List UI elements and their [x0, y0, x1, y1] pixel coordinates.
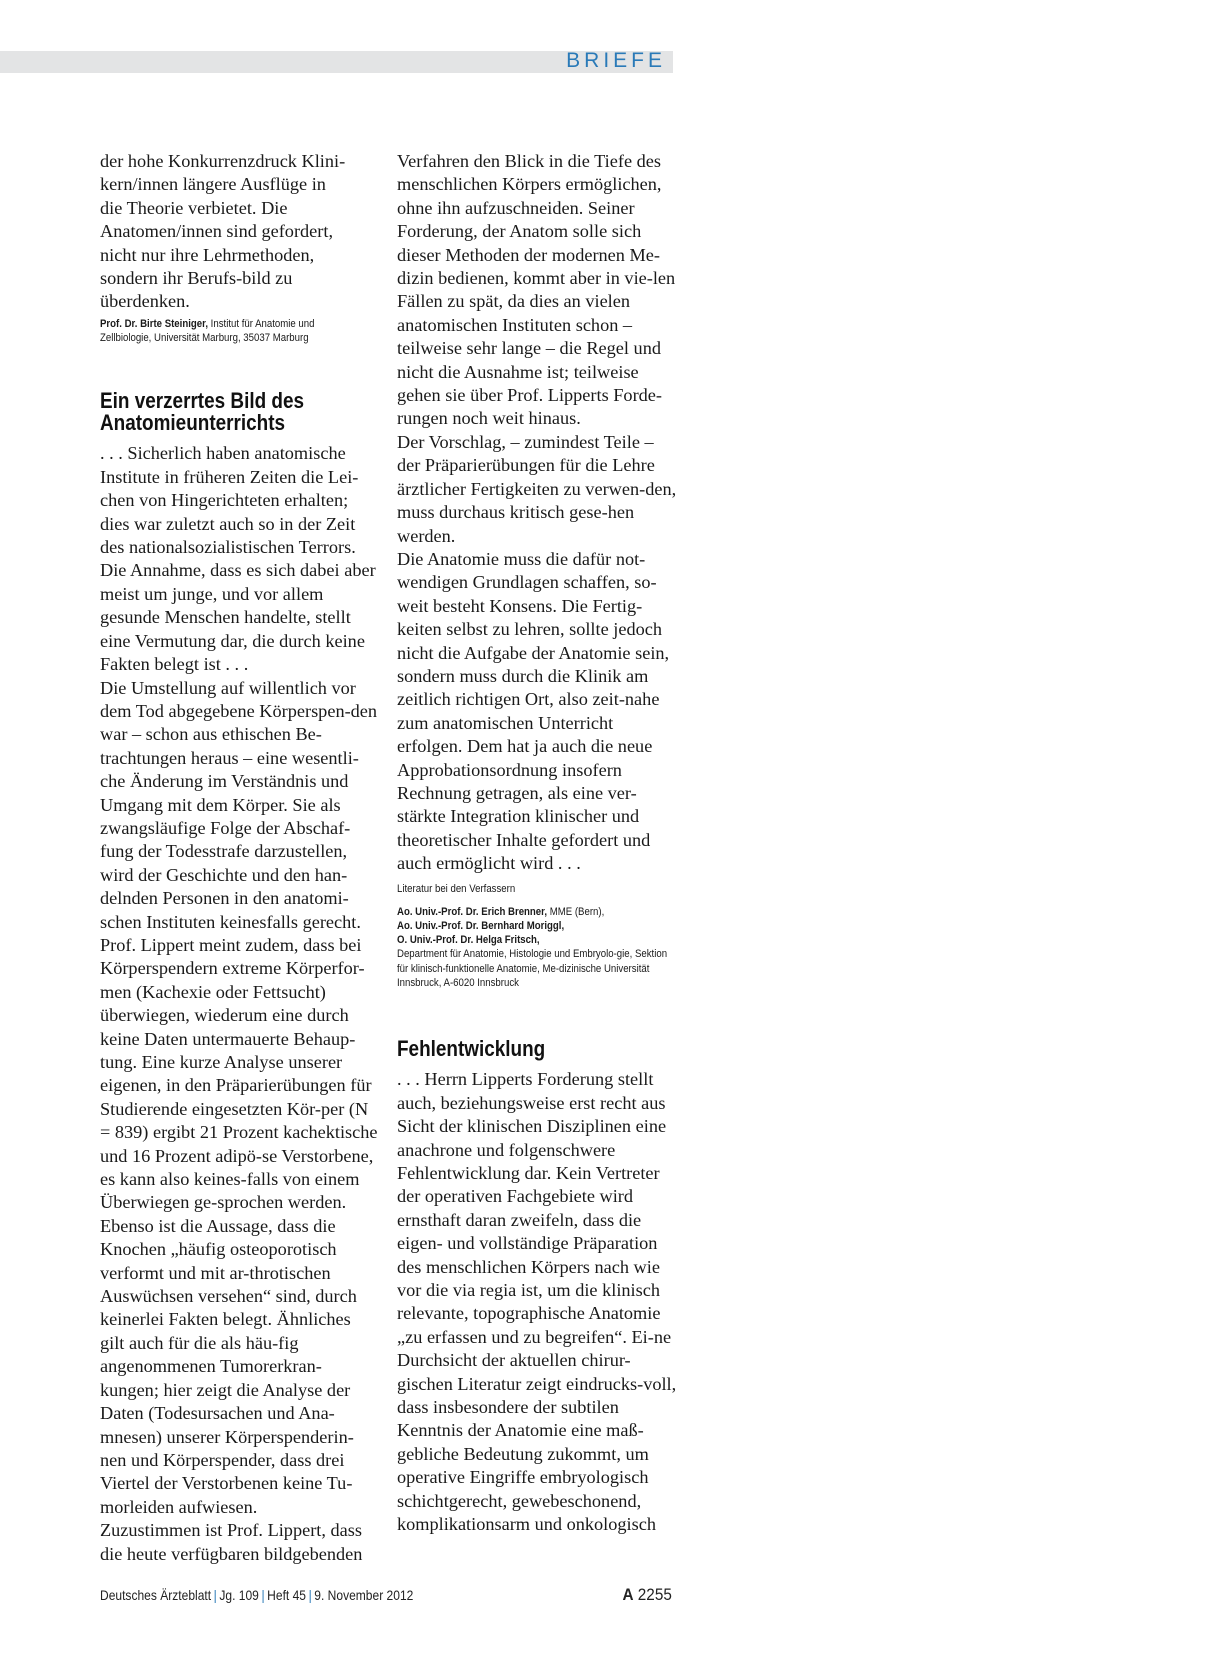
page-footer: [100, 1585, 674, 1607]
journal-name: Deutsches Ärzteblatt: [100, 1587, 212, 1603]
paragraph: . . . Herrn Lipperts Forderung stellt auch, beziehungsweise erst recht aus Sicht der klinischen Disziplinen eine anachrone und folgenschwere Fehlentwicklung dar. Kein Vertreter der operativen Fachgebiete wird ernsthaft daran zweifeln, dass die eigen- und vollständige Präparation des menschlichen Körpers nach wie vor die via regia ist, um die klinisch relevante, topographische Anatomie „zu erfassen und zu begreifen“. Ei-ne Durchsicht der aktuellen chirur-gischen Literatur zeigt eindrucks-voll, dass insbesondere der subtilen Kenntnis der Anatomie eine maß-gebliche Bedeutung zukommt, um operative Eingriffe embryologisch schichtgerecht, gewebeschonend, komplikationsarm und onkologisch: [397, 1069, 677, 1535]
paragraph: Die Anatomie muss die dafür not-wendigen Grundlagen schaffen, so-weit besteht Konsens. Die Fertig-keiten selbst zu lehren, sollte jedoch nicht die Aufgabe der Anatomie sein, sondern muss durch die Klinik am zeitlich richtigen Ort, also zeit-nahe zum anatomischen Unterricht erfolgen. Dem hat ja auch die neue Approbationsordnung insofern Rechnung getragen, als eine ver-stärkte Integration klinischer und theoretischer Inhalte gefordert und auch ermöglicht wird . . .: [397, 548, 670, 874]
page-prefix: A: [622, 1585, 634, 1604]
paragraph: Die Umstellung auf willentlich vor dem Tod abgegebene Körperspen-den war – schon aus ethischen Be-trachtungen heraus – eine wesentli-che Änderung im Verständnis und Umgang mit dem Körper. Sie als zwangsläufige Folge der Abschaf-fung der Todesstrafe darzustellen, wird der Geschichte und den han-delnden Personen in den anatomi-schen Instituten keinesfalls gerecht. Prof. Lippert meint zudem, dass bei Körperspendern extreme Körperfor-men (Kachexie oder Fettsucht) überwiegen, wiederum eine durch keine Daten untermauerte Behaup-tung. Eine kurze Analyse unserer eigenen, in den Präparierübungen für Studierende eingesetzten Kör-per (N = 839) ergibt 21 Prozent kachektische und 16 Prozent adipö-se Verstorbene, es kann also keines-falls von einem Überwiegen ge-sprochen werden. Ebenso ist die Aussage, dass die Knochen „häufig osteoporotisch verformt und mit ar-throtischen Auswüchsen versehen“ sind, durch keinerlei Fakten belegt. Ähnliches gilt auch für die als häu-fig angenommenen Tumorerkran-kungen; hier zeigt die Analyse der Daten (Todesursachen und Ana-mnesen) unserer Körperspenderin-nen und Körperspender, dass drei Viertel der Verstorbenen keine Tu-morleiden aufwiesen.: [100, 677, 378, 1517]
separator: |: [261, 1587, 265, 1603]
signature-brenner-moriggl-fritsch: [397, 905, 676, 991]
signature-name: Prof. Dr. Birte Steiniger,: [100, 317, 209, 330]
issue: Heft 45: [267, 1587, 306, 1603]
signature-suffix: MME (Bern),: [547, 905, 605, 918]
signature-steiniger: [100, 317, 358, 346]
signature-affiliation: Department für Anatomie, Histologie und Embryolo-gie, Sektion für klinisch-funktionelle Anatomie, Me-dizinische Universität Innsbruck, A-6020 Innsbruck: [397, 948, 668, 990]
volume: Jg. 109: [219, 1587, 259, 1603]
separator: |: [213, 1587, 217, 1603]
right-column: [397, 150, 677, 1537]
signature-name: O. Univ.-Prof. Dr. Helga Fritsch,: [397, 934, 540, 947]
left-column: [100, 150, 378, 1566]
paragraph: Der Vorschlag, – zumindest Teile – der Präparierübungen für die Lehre ärztlicher Fertigkeiten zu verwen-den, muss durchaus kritisch gese-hen werden.: [397, 431, 677, 546]
footer-citation: [100, 1587, 413, 1603]
page-number: [623, 1585, 672, 1605]
intro-paragraph: der hohe Konkurrenzdruck Klini-kern/innen längere Ausflüge in die Theorie verbietet. Die Anatomen/innen sind gefordert, nicht nur ihre Lehrmethoden, sondern ihr Berufs-bild zu überdenken.: [100, 151, 346, 312]
article-title-1: Ein verzerrtes Bild des Anatomieunterrichts: [100, 388, 305, 436]
signature-name: Ao. Univ.-Prof. Dr. Erich Brenner,: [397, 905, 548, 918]
paragraph: Zuzustimmen ist Prof. Lippert, dass die heute verfügbaren bildgebenden: [100, 1520, 363, 1564]
signature-affiliation: Institut für Anatomie und Zellbiologie, Universität Marburg, 35037 Marburg: [100, 317, 315, 345]
page-number-value: 2255: [637, 1585, 672, 1604]
paragraph: Verfahren den Blick in die Tiefe des menschlichen Körpers ermöglichen, ohne ihn aufzuschneiden. Seiner Forderung, der Anatom solle sich dieser Methoden der modernen Me-dizin bedienen, kommt aber in vie-len Fällen zu spät, da dies an vielen anatomischen Instituten schon – teilweise sehr lange – die Regel und nicht die Ausnahme ist; teilweise gehen sie über Prof. Lipperts Forde-rungen noch weit hinaus.: [397, 151, 676, 429]
article-title-2: Fehlentwicklung: [397, 1036, 546, 1062]
literature-note: Literatur bei den Verfassern: [397, 882, 516, 895]
header-bar: [0, 51, 673, 73]
section-label: BRIEFE: [566, 49, 666, 72]
paragraph: . . . Sicherlich haben anatomische Institute in früheren Zeiten die Lei-chen von Hingerichteten erhalten; dies war zuletzt auch so in der Zeit des nationalsozialistischen Terrors. Die Annahme, dass es sich dabei aber meist um junge, und vor allem gesunde Menschen handelte, stellt eine Vermutung dar, die durch keine Fakten belegt ist . . .: [100, 443, 376, 675]
signature-name: Ao. Univ.-Prof. Dr. Bernhard Moriggl,: [397, 919, 565, 932]
separator: |: [308, 1587, 312, 1603]
issue-date: 9. November 2012: [314, 1587, 414, 1603]
